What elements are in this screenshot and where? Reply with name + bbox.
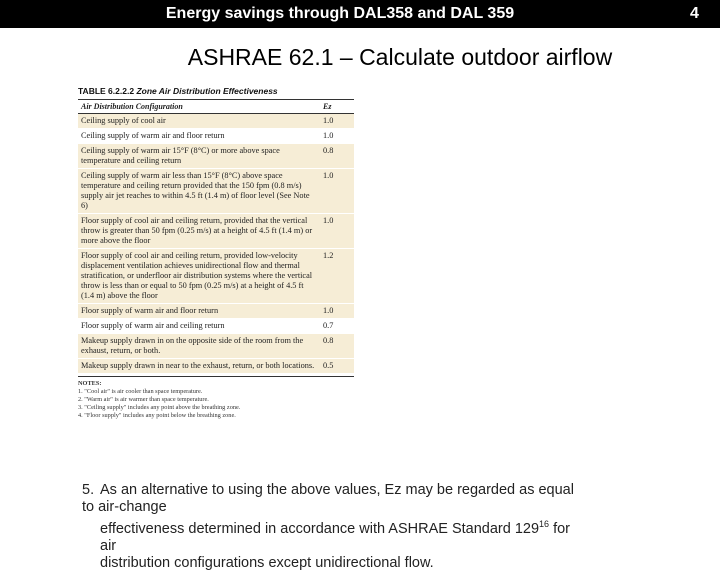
note-item: 4. "Floor supply" includes any point below the breathing zone.: [78, 412, 236, 419]
column-header-ez: Ez: [320, 100, 354, 114]
notes-title: NOTES:: [78, 380, 102, 387]
table-row: [78, 129, 354, 144]
table-caption: [78, 86, 354, 96]
note-5: [82, 482, 582, 572]
table-row: [78, 359, 354, 374]
note-5-line-2: [82, 516, 582, 555]
table-title: Zone Air Distribution Effectiveness: [136, 86, 278, 96]
config-cell: Floor supply of warm air and ceiling return: [78, 319, 320, 334]
ez-cell: 1.0: [320, 129, 354, 144]
note-item: 2. "Warm air" is air warmer than space temperature.: [78, 396, 209, 403]
config-cell: Makeup supply drawn in on the opposite side of the room from the exhaust, return, or both.: [78, 334, 320, 359]
column-header-config: Air Distribution Configuration: [78, 100, 320, 114]
table-row: [78, 169, 354, 214]
table-row: [78, 334, 354, 359]
config-cell: Floor supply of cool air and ceiling return, provided low-velocity displacement ventilation achieves unidirectional flow and thermal stratification, or underfloor air distribution systems where the vertical throw is less than or equal to 50 fpm (0.25 m/s) at a height of 4.5 ft (1.4 m) above the floor: [78, 249, 320, 304]
note-5-line-1: [82, 482, 582, 516]
ez-cell: 0.5: [320, 359, 354, 374]
header-title: Energy savings through DAL358 and DAL 359: [165, 5, 515, 22]
table-row: [78, 304, 354, 319]
distribution-table-image: [78, 86, 354, 420]
ez-cell: 1.0: [320, 304, 354, 319]
note-5-text-1: As an alternative to using the above values, Ez may be regarded as equal to air-change: [82, 482, 574, 515]
page-number: 4: [690, 5, 699, 22]
note-item: 1. "Cool air" is air cooler than space temperature.: [78, 388, 203, 395]
table-row: [78, 144, 354, 169]
ez-cell: 1.0: [320, 214, 354, 249]
note-5-line-3: distribution configurations except unidirectional flow.: [100, 554, 434, 571]
ez-cell: 1.2: [320, 249, 354, 304]
config-cell: Ceiling supply of warm air less than 15°F (8°C) above space temperature and ceiling return provided that the 150 fpm (0.8 m/s) supply air jet reaches to within 4.5 ft (1.4 m) of floor level (See Note 6): [78, 169, 320, 214]
ez-cell: 0.8: [320, 144, 354, 169]
config-cell: Makeup supply drawn in near to the exhaust, return, or both locations.: [78, 359, 320, 374]
effectiveness-table: [78, 99, 354, 374]
note-5-text-2-end: for air: [100, 520, 570, 554]
config-cell: Floor supply of cool air and ceiling return, provided that the vertical throw is greater than 50 fpm (0.25 m/s) at a height of 4.5 ft (1.4 m) or more above the floor: [78, 214, 320, 249]
table-number: TABLE 6.2.2.2: [78, 86, 135, 96]
config-cell: Ceiling supply of cool air: [78, 114, 320, 129]
slide-title: ASHRAE 62.1 – Calculate outdoor airflow: [187, 44, 613, 70]
table-row: [78, 319, 354, 334]
slide-header: [0, 0, 720, 28]
config-cell: Ceiling supply of warm air 15°F (8°C) or more above space temperature and ceiling return: [78, 144, 320, 169]
table-body: [78, 114, 354, 374]
config-cell: Floor supply of warm air and floor return: [78, 304, 320, 319]
config-cell: Ceiling supply of warm air and floor return: [78, 129, 320, 144]
ez-cell: 1.0: [320, 169, 354, 214]
note-item: 3. "Ceiling supply" includes any point above the breathing zone.: [78, 404, 241, 411]
notes-list: [78, 388, 354, 420]
note-5-reference: 16: [539, 519, 550, 529]
note-5-number: 5.: [82, 482, 95, 498]
note-5-text-2: effectiveness determined in accordance with ASHRAE Standard 129: [100, 520, 540, 537]
ez-cell: 0.7: [320, 319, 354, 334]
table-row: [78, 214, 354, 249]
table-notes: [78, 376, 354, 420]
table-row: [78, 249, 354, 304]
ez-cell: 1.0: [320, 114, 354, 129]
ez-cell: 0.8: [320, 334, 354, 359]
table-row: [78, 114, 354, 129]
